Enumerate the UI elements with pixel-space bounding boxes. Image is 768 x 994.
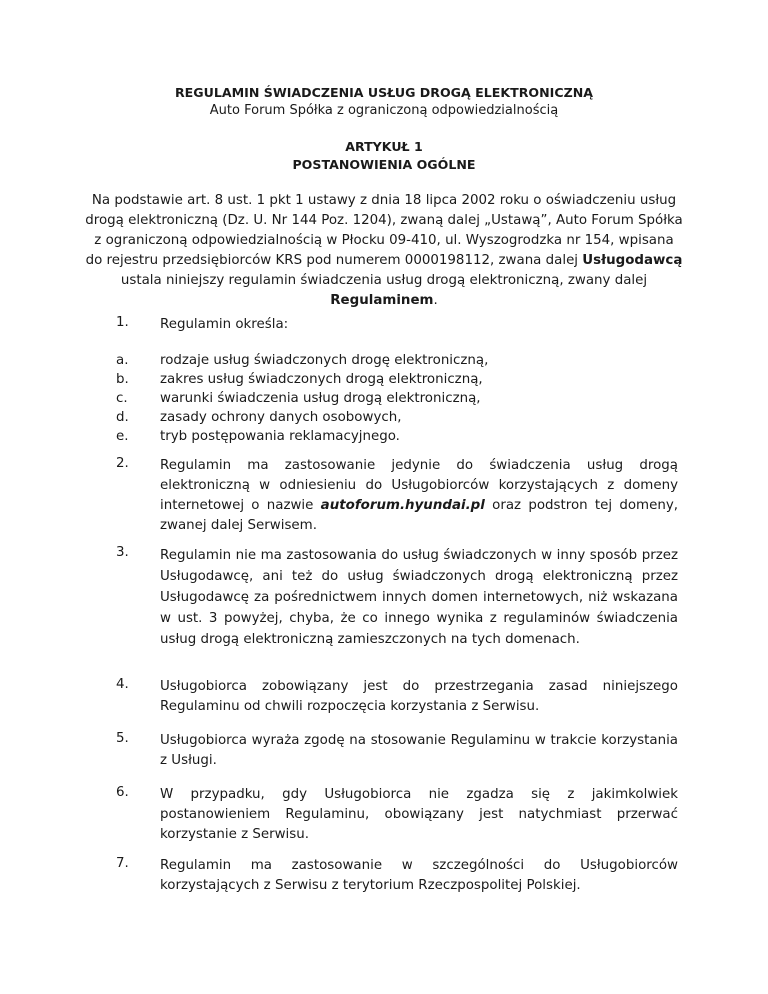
point-number: 3.	[116, 545, 129, 560]
list-item	[116, 370, 488, 389]
intro-line	[60, 291, 708, 311]
service-provider-term: Usługodawcą	[582, 253, 683, 268]
regulations-term: Regulaminem	[330, 293, 434, 308]
list-item	[116, 427, 488, 446]
list-item	[116, 389, 488, 408]
sub-list	[116, 351, 488, 446]
list-text: zakres usług świadczonych drogą elektroniczną,	[160, 372, 483, 387]
list-item	[116, 351, 488, 370]
point-text-part: oraz podstron tej domeny, zwanej dalej Serwisem.	[160, 498, 679, 533]
article-number: ARTYKUŁ 1	[345, 139, 423, 154]
point-text: Regulamin nie ma zastosowania do usług świadczonych w inny sposób przez Usługodawcę, ani też do usług świadczonych drogą elektroniczną przez Usługodawcę za pośrednictwem innych domen internetowych, niż wskazana w ust. 3 powyżej, chyba, że co innego wynika z regulaminów świadczenia usług drogą elektroniczną zamieszczonych na tych domenach.	[160, 548, 678, 647]
intro-line: Na podstawie art. 8 ust. 1 pkt 1 ustawy z dnia 18 lipca 2002 roku o oświadczeniu usług	[91, 193, 677, 208]
intro-text: .	[433, 293, 438, 308]
list-letter: e.	[116, 429, 129, 444]
article-title: POSTANOWIENIA OGÓLNE	[292, 157, 476, 172]
intro-line: drogą elektroniczną (Dz. U. Nr 144 Poz. 1204), zwaną dalej „Ustawą”, Auto Forum Spółka	[85, 213, 683, 228]
point-number: 6.	[116, 785, 129, 800]
list-letter: d.	[116, 410, 129, 425]
point-text: Regulamin określa:	[160, 317, 289, 332]
point-text	[160, 456, 678, 536]
company-name: Auto Forum Spółka z ograniczoną odpowiedzialnością	[209, 103, 559, 118]
point-number: 4.	[116, 677, 129, 692]
list-text: tryb postępowania reklamacyjnego.	[160, 429, 400, 444]
domain-name: autoforum.hyundai.pl	[320, 498, 485, 513]
list-letter: c.	[116, 391, 128, 406]
intro-text: do rejestru przedsiębiorców KRS pod numerem 0000198112, zwana dalej	[85, 253, 583, 268]
point-text: Regulamin ma zastosowanie w szczególności do Usługobiorców korzystających z Serwisu z terytorium Rzeczpospolitej Polskiej.	[160, 858, 678, 893]
point-number: 7.	[116, 856, 129, 871]
point-text-part: Regulamin ma zastosowanie jedynie do świadczenia usług drogą elektroniczną w odniesieniu do Usługobiorców korzystających z domeny internetowej o nazwie	[160, 458, 678, 513]
point-number: 5.	[116, 731, 129, 746]
point-text: Usługobiorca wyraża zgodę na stosowanie Regulaminu w trakcie korzystania z Usługi.	[160, 733, 678, 768]
list-item	[116, 408, 488, 427]
intro-line	[60, 251, 708, 271]
point-number: 2.	[116, 456, 129, 471]
point-number: 1.	[116, 315, 129, 330]
list-letter: a.	[116, 353, 129, 368]
list-text: warunki świadczenia usług drogą elektroniczną,	[160, 391, 481, 406]
list-text: rodzaje usług świadczonych drogę elektroniczną,	[160, 353, 489, 368]
intro-line: z ograniczoną odpowiedzialnością w Płocku 09-410, ul. Wyszogrodzka nr 154, wpisana	[94, 233, 674, 248]
point-text: Usługobiorca zobowiązany jest do przestrzegania zasad niniejszego Regulaminu od chwili rozpoczęcia korzystania z Serwisu.	[160, 679, 678, 714]
point-text: W przypadku, gdy Usługobiorca nie zgadza się z jakimkolwiek postanowieniem Regulaminu, obowiązany jest natychmiast przerwać korzystanie z Serwisu.	[160, 787, 678, 842]
intro-paragraph	[60, 191, 708, 311]
intro-line: ustala niniejszy regulamin świadczenia usług drogą elektroniczną, zwany dalej	[120, 273, 648, 288]
list-text: zasady ochrony danych osobowych,	[160, 410, 402, 425]
list-letter: b.	[116, 372, 129, 387]
document-title: REGULAMIN ŚWIADCZENIA USŁUG DROGĄ ELEKTRONICZNĄ	[174, 85, 594, 100]
